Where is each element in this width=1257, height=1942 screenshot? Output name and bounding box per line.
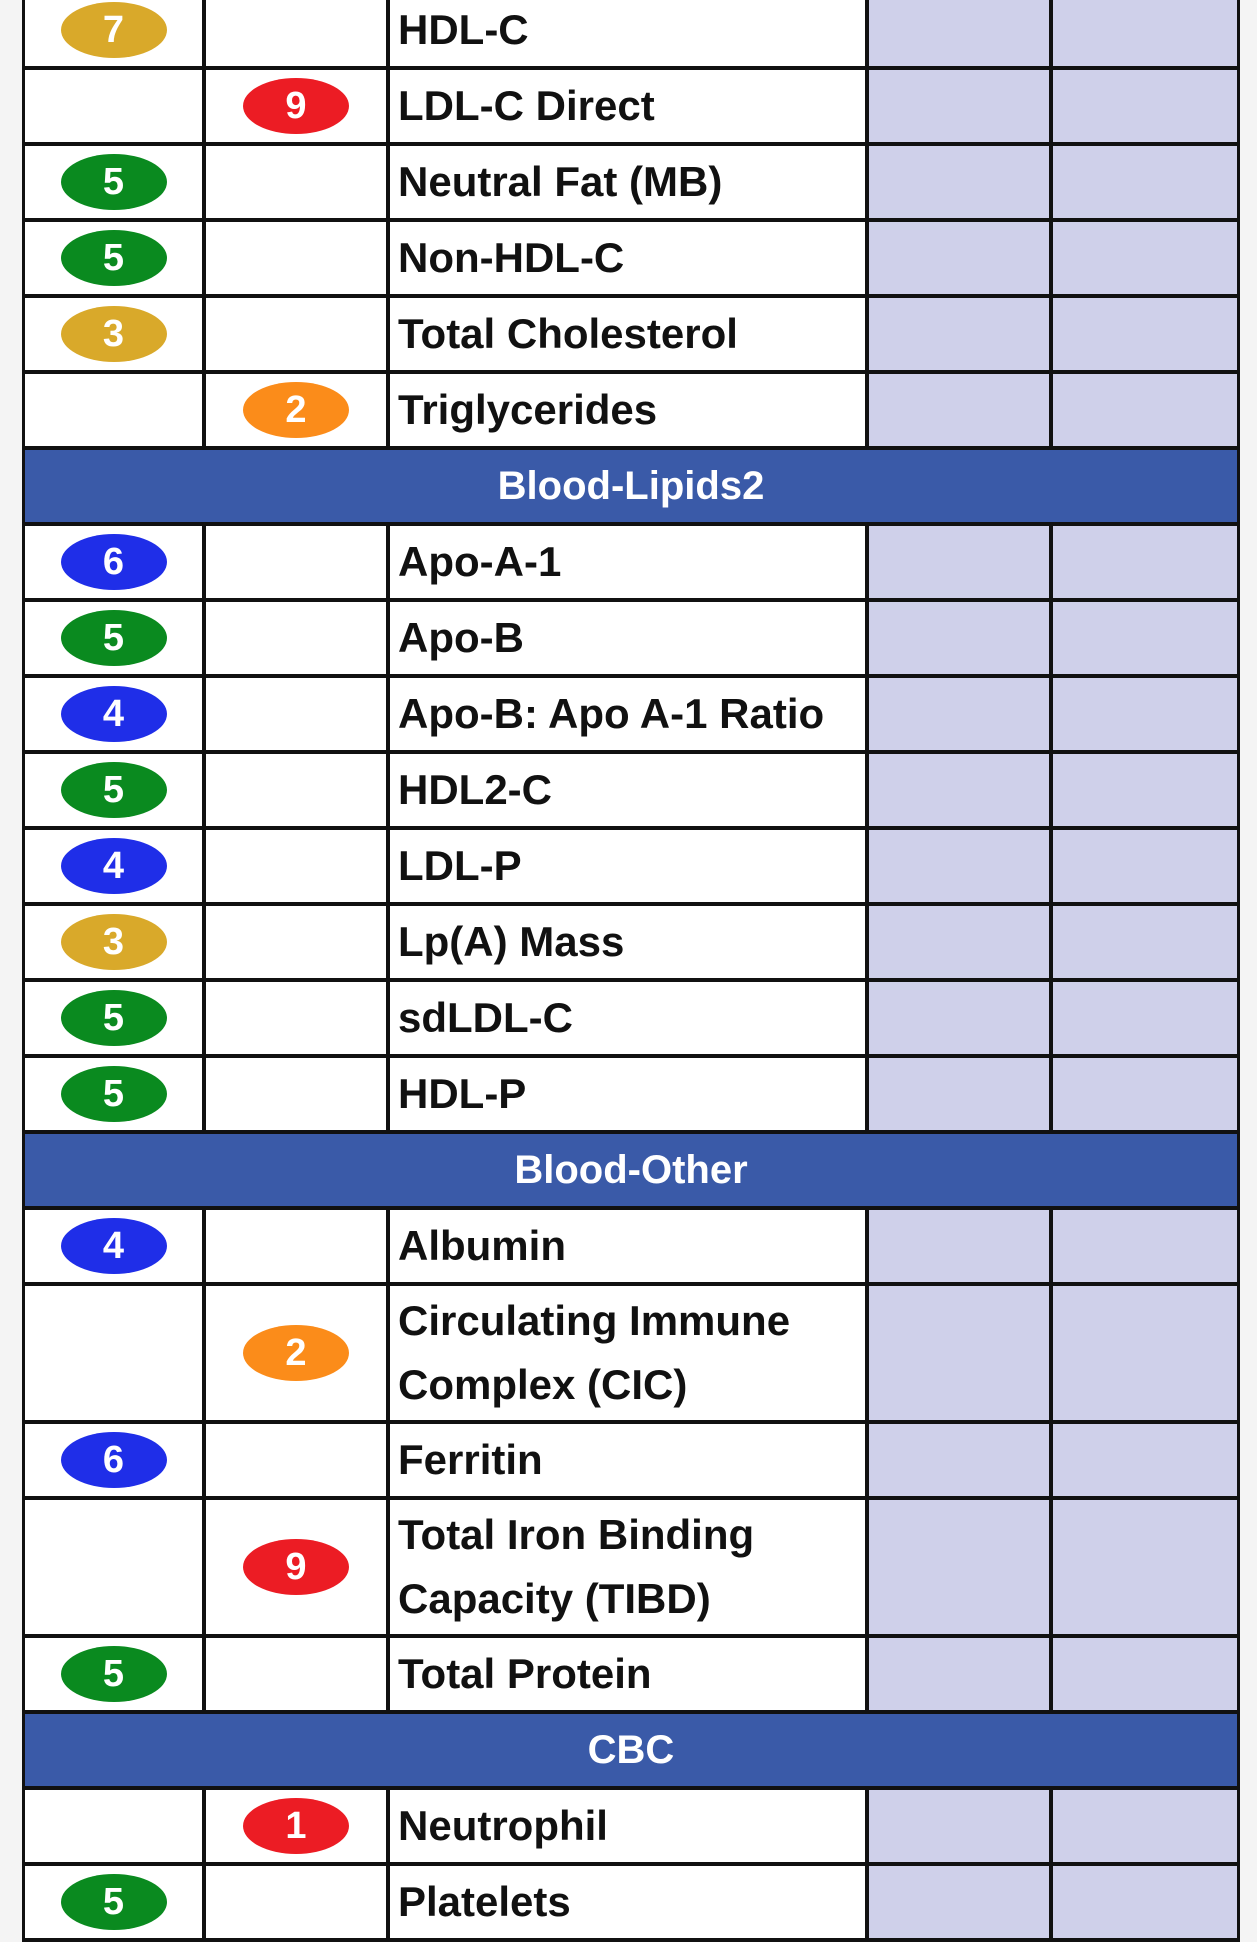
score-badge: 6: [61, 1432, 167, 1488]
priority-cell-primary: [25, 298, 206, 370]
table-row: [25, 1210, 1237, 1286]
value-cell[interactable]: [869, 982, 1053, 1054]
test-name: Apo-B: [390, 602, 869, 674]
value-cell[interactable]: [1053, 1866, 1237, 1938]
value-cell[interactable]: [1053, 70, 1237, 142]
score-badge: 1: [243, 1798, 349, 1854]
priority-cell-primary: [25, 1500, 206, 1634]
priority-cell-secondary: [206, 1286, 390, 1420]
test-name: Albumin: [390, 1210, 869, 1282]
priority-cell-primary: [25, 1638, 206, 1710]
table-row: [25, 526, 1237, 602]
priority-cell-secondary: [206, 298, 390, 370]
table-row: [25, 298, 1237, 374]
test-name: Total Protein: [390, 1638, 869, 1710]
priority-cell-primary: [25, 1424, 206, 1496]
table-row: [25, 1638, 1237, 1714]
test-name: Total Iron Binding Capacity (TIBD): [390, 1500, 869, 1634]
value-cell[interactable]: [869, 830, 1053, 902]
table-row: [25, 602, 1237, 678]
score-badge: 5: [61, 610, 167, 666]
value-cell[interactable]: [1053, 754, 1237, 826]
priority-cell-primary: [25, 222, 206, 294]
priority-cell-primary: [25, 906, 206, 978]
test-name: Neutrophil: [390, 1790, 869, 1862]
value-cell[interactable]: [869, 298, 1053, 370]
value-cell[interactable]: [869, 222, 1053, 294]
priority-cell-secondary: [206, 602, 390, 674]
test-name: HDL-C: [390, 0, 869, 66]
table-row: [25, 1058, 1237, 1134]
value-cell[interactable]: [1053, 906, 1237, 978]
priority-cell-primary: [25, 982, 206, 1054]
table-row: [25, 0, 1237, 70]
score-badge: 4: [61, 1218, 167, 1274]
value-cell[interactable]: [1053, 1638, 1237, 1710]
score-badge: 5: [61, 762, 167, 818]
score-badge: 4: [61, 686, 167, 742]
priority-cell-primary: [25, 678, 206, 750]
score-badge: 7: [61, 2, 167, 58]
value-cell[interactable]: [869, 602, 1053, 674]
priority-cell-secondary: [206, 1790, 390, 1862]
priority-cell-secondary: [206, 70, 390, 142]
table-row: [25, 70, 1237, 146]
test-name: Lp(A) Mass: [390, 906, 869, 978]
value-cell[interactable]: [1053, 830, 1237, 902]
score-badge: 3: [61, 306, 167, 362]
score-badge: 5: [61, 154, 167, 210]
priority-cell-primary: [25, 754, 206, 826]
score-badge: 2: [243, 1325, 349, 1381]
value-cell[interactable]: [1053, 0, 1237, 66]
priority-cell-secondary: [206, 1500, 390, 1634]
score-badge: 6: [61, 534, 167, 590]
table-row: [25, 1790, 1237, 1866]
priority-cell-secondary: [206, 982, 390, 1054]
priority-cell-primary: [25, 1866, 206, 1938]
table-row: [25, 146, 1237, 222]
table-row: [25, 906, 1237, 982]
table-row: [25, 1424, 1237, 1500]
test-name: LDL-P: [390, 830, 869, 902]
value-cell[interactable]: [1053, 1058, 1237, 1130]
table-row: [25, 1500, 1237, 1638]
priority-cell-primary: [25, 1790, 206, 1862]
priority-cell-secondary: [206, 906, 390, 978]
priority-cell-secondary: [206, 1058, 390, 1130]
table-row: [25, 1286, 1237, 1424]
value-cell[interactable]: [1053, 222, 1237, 294]
test-name: Apo-B: Apo A-1 Ratio: [390, 678, 869, 750]
value-cell[interactable]: [1053, 146, 1237, 218]
value-cell[interactable]: [869, 1424, 1053, 1496]
value-cell[interactable]: [1053, 526, 1237, 598]
test-name: Apo-A-1: [390, 526, 869, 598]
priority-cell-primary: [25, 70, 206, 142]
value-cell[interactable]: [869, 374, 1053, 446]
test-name: HDL2-C: [390, 754, 869, 826]
priority-cell-secondary: [206, 678, 390, 750]
table-row: [25, 982, 1237, 1058]
value-cell[interactable]: [869, 1210, 1053, 1282]
value-cell[interactable]: [869, 678, 1053, 750]
test-name: Triglycerides: [390, 374, 869, 446]
priority-cell-primary: [25, 526, 206, 598]
score-badge: 5: [61, 1646, 167, 1702]
score-badge: 5: [61, 230, 167, 286]
test-name: sdLDL-C: [390, 982, 869, 1054]
value-cell[interactable]: [1053, 1790, 1237, 1862]
score-badge: 5: [61, 1874, 167, 1930]
priority-cell-primary: [25, 1210, 206, 1282]
value-cell[interactable]: [869, 906, 1053, 978]
value-cell[interactable]: [869, 526, 1053, 598]
value-cell[interactable]: [869, 70, 1053, 142]
priority-cell-secondary: [206, 1424, 390, 1496]
table-row: [25, 1866, 1237, 1942]
score-badge: 2: [243, 382, 349, 438]
value-cell[interactable]: [869, 0, 1053, 66]
value-cell[interactable]: [1053, 602, 1237, 674]
priority-cell-secondary: [206, 830, 390, 902]
value-cell[interactable]: [1053, 1424, 1237, 1496]
value-cell[interactable]: [1053, 374, 1237, 446]
priority-cell-primary: [25, 602, 206, 674]
test-name: Ferritin: [390, 1424, 869, 1496]
priority-cell-secondary: [206, 754, 390, 826]
priority-cell-secondary: [206, 146, 390, 218]
priority-cell-secondary: [206, 1638, 390, 1710]
score-badge: 5: [61, 1066, 167, 1122]
table-row: [25, 754, 1237, 830]
priority-cell-secondary: [206, 526, 390, 598]
score-badge: 9: [243, 1539, 349, 1595]
value-cell[interactable]: [869, 1286, 1053, 1420]
value-cell[interactable]: [1053, 1286, 1237, 1420]
value-cell[interactable]: [869, 1058, 1053, 1130]
value-cell[interactable]: [1053, 298, 1237, 370]
priority-cell-secondary: [206, 1866, 390, 1938]
value-cell[interactable]: [869, 1790, 1053, 1862]
value-cell[interactable]: [869, 146, 1053, 218]
value-cell[interactable]: [869, 1500, 1053, 1634]
score-badge: 9: [243, 78, 349, 134]
test-name: LDL-C Direct: [390, 70, 869, 142]
value-cell[interactable]: [1053, 1500, 1237, 1634]
priority-cell-primary: [25, 1058, 206, 1130]
value-cell[interactable]: [869, 1866, 1053, 1938]
section-header: CBC: [25, 1714, 1237, 1790]
test-name: Non-HDL-C: [390, 222, 869, 294]
test-name: Platelets: [390, 1866, 869, 1938]
priority-cell-secondary: [206, 1210, 390, 1282]
priority-cell-primary: [25, 0, 206, 66]
priority-cell-primary: [25, 374, 206, 446]
value-cell[interactable]: [869, 1638, 1053, 1710]
table-row: [25, 374, 1237, 450]
priority-cell-secondary: [206, 374, 390, 446]
section-header: Blood-Other: [25, 1134, 1237, 1210]
priority-cell-primary: [25, 1286, 206, 1420]
test-name: HDL-P: [390, 1058, 869, 1130]
table-row: [25, 222, 1237, 298]
score-badge: 5: [61, 990, 167, 1046]
table-row: [25, 830, 1237, 906]
priority-cell-primary: [25, 830, 206, 902]
value-cell[interactable]: [1053, 1210, 1237, 1282]
table-row: [25, 678, 1237, 754]
lab-test-table: [22, 0, 1240, 1942]
priority-cell-secondary: [206, 0, 390, 66]
value-cell[interactable]: [869, 754, 1053, 826]
score-badge: 3: [61, 914, 167, 970]
test-name: Circulating Immune Complex (CIC): [390, 1286, 869, 1420]
section-header: Blood-Lipids2: [25, 450, 1237, 526]
priority-cell-secondary: [206, 222, 390, 294]
test-name: Neutral Fat (MB): [390, 146, 869, 218]
value-cell[interactable]: [1053, 678, 1237, 750]
score-badge: 4: [61, 838, 167, 894]
priority-cell-primary: [25, 146, 206, 218]
value-cell[interactable]: [1053, 982, 1237, 1054]
test-name: Total Cholesterol: [390, 298, 869, 370]
